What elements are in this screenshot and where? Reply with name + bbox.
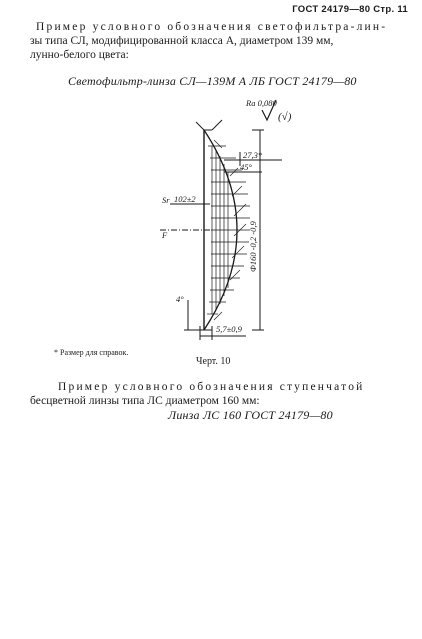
dim-57-label: 5,7±0,9 [216, 324, 242, 334]
example1-designation: Светофильтр-линза СЛ—139М А ЛБ ГОСТ 24179—80 [68, 74, 357, 88]
edge-leader-top [196, 122, 204, 130]
example1-line3: лунно-белого цвета: [30, 49, 129, 61]
roughness-paren: (√) [278, 111, 292, 123]
example2-line2: бесцветной линзы типа ЛС диаметром 160 мм: [30, 395, 260, 407]
example2-line1: Пример условного обозначения ступенчатой [58, 381, 365, 393]
dim-4deg-label: 4° [176, 294, 184, 304]
diameter-label: Ф160 -0,2 -0,9 [248, 221, 258, 272]
roughness-label: Ra 0,080 [246, 98, 277, 108]
example1-line2: зы типа СЛ, модифицированной класса А, диаметром 139 мм, [30, 35, 334, 47]
sr-label: Sr [162, 195, 170, 205]
dim-45deg-label: 45° [240, 162, 252, 172]
example1-line1: Пример условного обозначения светофильтра-лин- [36, 21, 388, 33]
page-header: ГОСТ 24179—80 Стр. 11 [292, 4, 408, 15]
f-label: F [162, 230, 168, 240]
dim-27-label: 27,3* [243, 150, 263, 160]
footnote: * Размер для справок. [54, 348, 129, 357]
figure-caption: Черт. 10 [196, 356, 231, 367]
dim-102-label: 102±2 [174, 194, 196, 204]
example2-designation: Линза ЛС 160 ГОСТ 24179—80 [168, 408, 333, 422]
